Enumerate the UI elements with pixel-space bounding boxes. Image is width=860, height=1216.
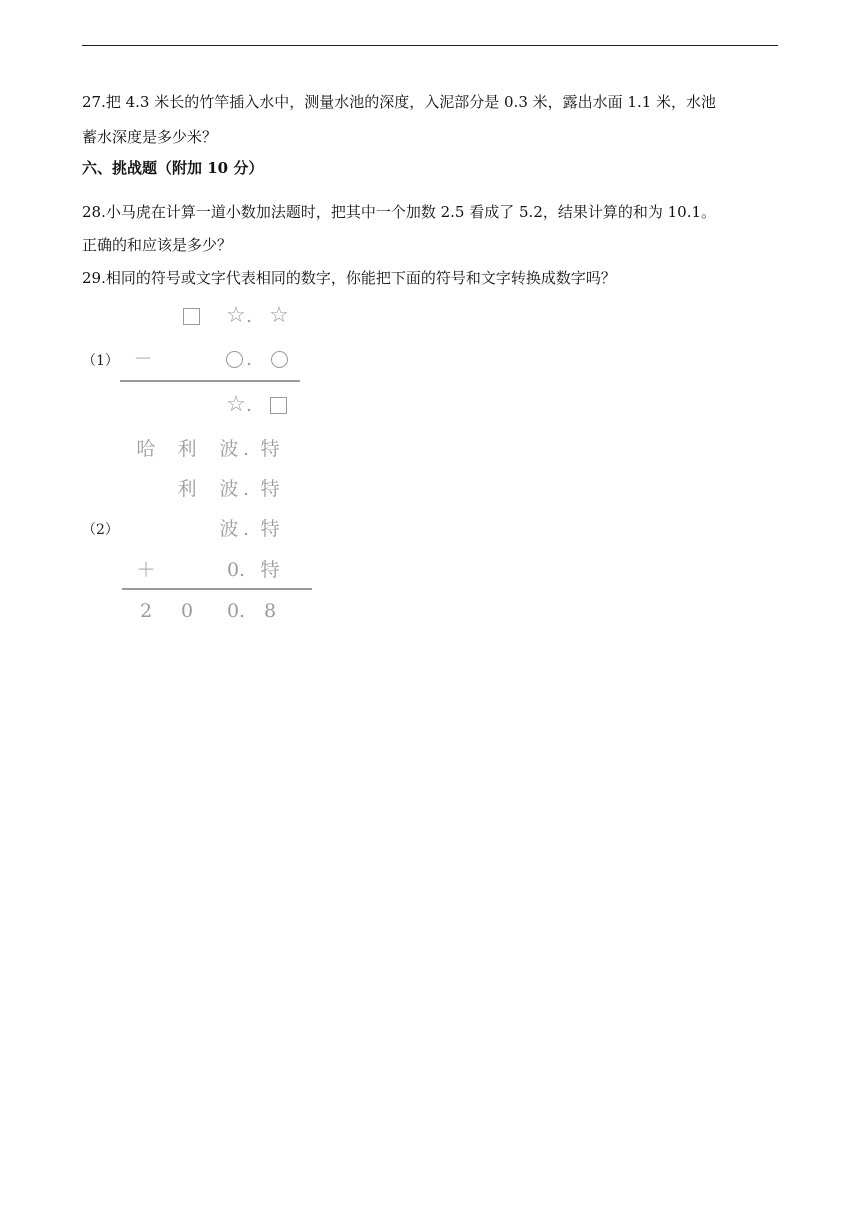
decimal-point: .	[239, 600, 246, 622]
circle-symbol	[226, 351, 243, 368]
square-symbol	[183, 308, 200, 325]
question-28-line-1: 28.小马虎在计算一道小数加法题时，把其中一个加数 2.5 看成了 5.2，结果计算的和为 10.1。	[82, 203, 717, 221]
plus-sign: ＋	[136, 559, 156, 581]
question-27-line-2: 蓄水深度是多少米？	[82, 128, 218, 146]
char-te: 特	[260, 559, 280, 581]
puzzle-1-label: （1）	[82, 353, 119, 369]
result-digit: 0	[180, 600, 194, 622]
square-symbol	[270, 397, 287, 414]
char-li: 利	[177, 478, 197, 500]
star-symbol: ☆	[226, 303, 246, 328]
char-bo: 波	[219, 518, 239, 540]
section-heading: 六、挑战题（附加 10 分）	[82, 159, 264, 177]
char-li: 利	[177, 438, 197, 460]
circle-symbol	[271, 351, 288, 368]
decimal-point: .	[243, 518, 250, 540]
decimal-point: .	[246, 348, 253, 370]
question-27-line-1: 27.把 4.3 米长的竹竿插入水中，测量水池的深度，入泥部分是 0.3 米，露出水面 1.1 米，水池	[82, 93, 717, 111]
result-digit: 8	[263, 600, 277, 622]
header-rule	[82, 45, 778, 46]
result-digit: 2	[139, 600, 153, 622]
answer-line	[120, 380, 300, 382]
star-symbol: ☆	[269, 303, 289, 328]
star-symbol: ☆	[226, 392, 246, 417]
minus-sign: －	[133, 348, 153, 370]
char-ha: 哈	[136, 438, 156, 460]
decimal-point: .	[243, 478, 250, 500]
decimal-point: .	[243, 438, 250, 460]
char-te: 特	[260, 518, 280, 540]
digit-zero: 0	[226, 559, 240, 581]
answer-line	[122, 588, 312, 590]
char-bo: 波	[219, 478, 239, 500]
char-bo: 波	[219, 438, 239, 460]
question-29-text: 29.相同的符号或文字代表相同的数字，你能把下面的符号和文字转换成数字吗？	[82, 269, 616, 287]
result-digit: 0	[226, 600, 240, 622]
char-te: 特	[260, 478, 280, 500]
question-28-line-2: 正确的和应该是多少？	[82, 236, 233, 254]
decimal-point: .	[246, 305, 253, 327]
char-te: 特	[260, 438, 280, 460]
puzzle-2-label: （2）	[82, 522, 119, 538]
decimal-point: .	[246, 394, 253, 416]
decimal-point: .	[239, 559, 246, 581]
